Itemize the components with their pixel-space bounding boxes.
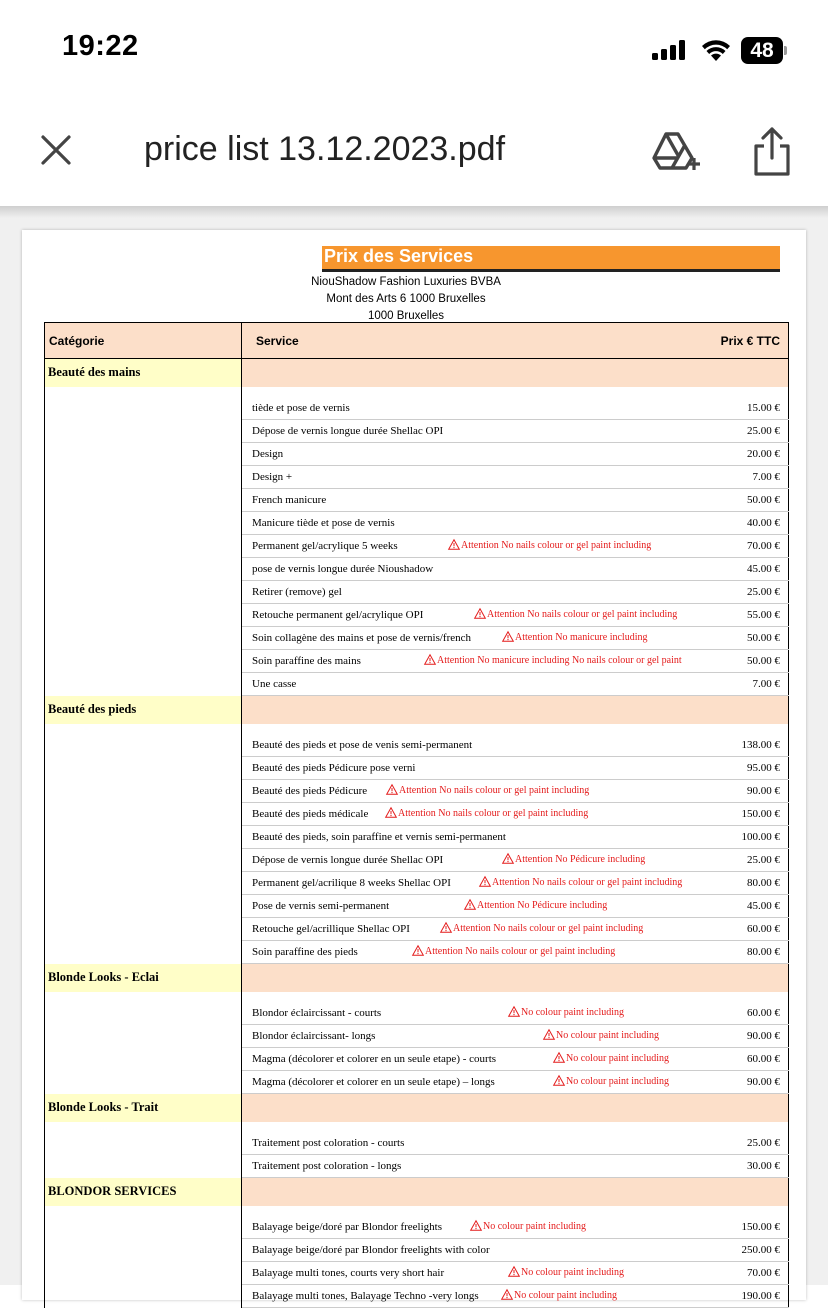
- service-name: Beauté des pieds Pédicure pose verni: [252, 762, 416, 774]
- service-name: Balayage beige/doré par Blondor freelights: [252, 1220, 442, 1233]
- price-cell: 55.00 €: [683, 604, 789, 627]
- warning-note: [543, 1029, 659, 1041]
- warning-icon: [386, 784, 398, 795]
- warning-note: [385, 807, 588, 819]
- category-name: BLONDOR SERVICES: [45, 1178, 242, 1206]
- category-name: Beauté des pieds: [45, 696, 242, 724]
- warning-note: [508, 1266, 624, 1278]
- service-cell: [242, 803, 683, 826]
- price-cell: 40.00 €: [683, 512, 789, 535]
- service-row: [45, 420, 789, 443]
- pdf-viewer[interactable]: [0, 206, 828, 1302]
- service-row: [45, 443, 789, 466]
- service-cell: [242, 466, 683, 489]
- company-name: NiouShadow Fashion Luxuries BVBA: [311, 276, 501, 288]
- service-row: [45, 558, 789, 581]
- status-time: 19:22: [62, 30, 139, 62]
- service-cell: [242, 512, 683, 535]
- service-row: [45, 397, 789, 420]
- service-cell: [242, 581, 683, 604]
- service-name: Balayage multi tones, courts very short hair: [252, 1267, 445, 1279]
- service-row: [45, 803, 789, 826]
- service-row: [45, 535, 789, 558]
- service-row: [45, 1048, 789, 1071]
- price-cell: 30.00 €: [683, 1155, 789, 1178]
- service-name: Beauté des pieds, soin paraffine et vernis semi-permanent: [252, 831, 506, 843]
- service-name: Beauté des pieds Pédicure: [252, 785, 368, 797]
- service-cell: [242, 1216, 683, 1239]
- service-cell: [242, 1002, 683, 1025]
- warning-text: Attention No nails colour or gel paint including: [461, 540, 652, 551]
- warning-text: Attention No nails colour or gel paint including: [453, 923, 644, 934]
- service-name: Permanent gel/acrylique 5 weeks: [252, 540, 398, 552]
- price-cell: 60.00 €: [683, 1048, 789, 1071]
- price-cell: 60.00 €: [683, 1002, 789, 1025]
- warning-icon: [440, 922, 452, 933]
- warning-icon: [553, 1052, 565, 1063]
- warning-text: No colour paint including: [521, 1006, 625, 1018]
- service-row: [45, 1025, 789, 1048]
- service-row: [45, 1262, 789, 1285]
- warning-note: [501, 1289, 617, 1301]
- warning-text: Attention No manicure including: [515, 632, 648, 643]
- table-header-row: [45, 323, 789, 359]
- service-row: [45, 627, 789, 650]
- service-row: [45, 918, 789, 941]
- warning-text: Attention No manicure including No nails colour or gel paint: [437, 655, 682, 666]
- price-cell: 190.00 €: [683, 1285, 789, 1308]
- service-cell: [242, 558, 683, 581]
- viewer-toolbar: [0, 100, 828, 206]
- service-cell: [242, 604, 683, 627]
- service-row: [45, 826, 789, 849]
- service-cell: [242, 918, 683, 941]
- warning-icon: [502, 853, 514, 864]
- warning-note: [424, 654, 682, 666]
- category-name: Blonde Looks - Eclai: [45, 964, 242, 992]
- price-cell: 60.00 €: [683, 918, 789, 941]
- service-row: [45, 466, 789, 489]
- warning-note: [448, 539, 651, 551]
- service-cell: [242, 895, 683, 918]
- warning-note: [474, 608, 677, 620]
- service-name: Traitement post coloration - courts: [252, 1136, 405, 1149]
- service-row: [45, 941, 789, 964]
- category-row: [45, 1094, 789, 1122]
- service-name: Retouche permanent gel/acrylique OPI: [252, 609, 424, 621]
- category-row: [45, 1178, 789, 1206]
- service-cell: [242, 443, 683, 466]
- service-row: [45, 581, 789, 604]
- document-title: Prix des Services: [324, 246, 474, 266]
- warning-icon: [502, 631, 514, 642]
- warning-text: Attention No Pédicure including: [515, 854, 646, 865]
- service-name: Balayage beige/doré par Blondor freelights with color: [252, 1244, 490, 1256]
- price-cell: 50.00 €: [683, 489, 789, 512]
- service-row: [45, 673, 789, 696]
- warning-note: [502, 853, 645, 865]
- price-cell: 20.00 €: [683, 443, 789, 466]
- price-cell: 250.00 €: [683, 1239, 789, 1262]
- add-to-drive-icon[interactable]: [652, 128, 702, 172]
- service-name: tiède et pose de vernis: [252, 401, 350, 414]
- price-cell: 90.00 €: [683, 1025, 789, 1048]
- service-cell: [242, 627, 683, 650]
- service-name: Blondor éclaircissant- longs: [252, 1030, 376, 1042]
- service-name: Design +: [252, 471, 293, 483]
- service-cell: [242, 673, 683, 696]
- warning-note: [508, 1006, 624, 1018]
- service-name: Retirer (remove) gel: [252, 586, 342, 598]
- status-bar: [0, 0, 828, 100]
- service-row: [45, 780, 789, 803]
- price-cell: 25.00 €: [683, 849, 789, 872]
- service-row: [45, 512, 789, 535]
- battery-level: 48: [741, 37, 783, 64]
- price-cell: 80.00 €: [683, 941, 789, 964]
- warning-note: [553, 1075, 669, 1087]
- service-row: [45, 604, 789, 627]
- service-name: Soin collagène des mains et pose de vernis/french: [252, 632, 472, 644]
- warning-note: [386, 784, 589, 796]
- price-cell: 45.00 €: [683, 558, 789, 581]
- price-cell: 25.00 €: [683, 420, 789, 443]
- warning-note: [502, 631, 647, 643]
- service-name: French manicure: [252, 494, 327, 506]
- service-row: [45, 1155, 789, 1178]
- category-name: Beauté des mains: [45, 359, 242, 387]
- price-cell: 25.00 €: [683, 581, 789, 604]
- warning-icon: [553, 1075, 565, 1086]
- warning-note: [412, 945, 615, 957]
- warning-text: Attention No nails colour or gel paint including: [487, 609, 678, 620]
- service-cell: [242, 1239, 683, 1262]
- service-name: Permanent gel/acrilique 8 weeks Shellac OPI: [252, 877, 451, 889]
- service-name: Traitement post coloration - longs: [252, 1160, 402, 1172]
- price-cell: 90.00 €: [683, 1071, 789, 1094]
- service-cell: [242, 420, 683, 443]
- price-cell: 150.00 €: [683, 803, 789, 826]
- warning-icon: [424, 654, 436, 665]
- warning-icon: [543, 1029, 555, 1040]
- price-cell: 25.00 €: [683, 1132, 789, 1155]
- warning-text: Attention No nails colour or gel paint including: [398, 808, 589, 819]
- column-header-service: Service: [242, 323, 683, 359]
- price-cell: 50.00 €: [683, 627, 789, 650]
- warning-note: [440, 922, 643, 934]
- warning-note: [470, 1220, 586, 1232]
- service-name: Retouche gel/acrillique Shellac OPI: [252, 923, 410, 935]
- warning-icon: [508, 1266, 520, 1277]
- service-cell: [242, 1262, 683, 1285]
- category-name: Blonde Looks - Trait: [45, 1094, 242, 1122]
- close-icon[interactable]: [38, 132, 74, 168]
- service-row: [45, 1239, 789, 1262]
- service-name: Une casse: [252, 678, 297, 690]
- price-cell: 95.00 €: [683, 757, 789, 780]
- warning-icon: [412, 945, 424, 956]
- warning-note: [464, 899, 607, 911]
- warning-text: No colour paint including: [521, 1267, 625, 1278]
- service-name: Blondor éclaircissant - courts: [252, 1006, 382, 1019]
- service-row: [45, 1285, 789, 1308]
- service-cell: [242, 826, 683, 849]
- company-address: [302, 274, 510, 325]
- column-header-category: Catégorie: [45, 323, 242, 359]
- price-table: [44, 322, 789, 1308]
- price-cell: 45.00 €: [683, 895, 789, 918]
- service-row: [45, 1071, 789, 1094]
- service-name: Manicure tiède et pose de vernis: [252, 517, 395, 529]
- service-row: [45, 489, 789, 512]
- service-row: [45, 1132, 789, 1155]
- price-cell: 90.00 €: [683, 780, 789, 803]
- service-row: [45, 650, 789, 673]
- service-row: [45, 872, 789, 895]
- service-cell: [242, 397, 683, 420]
- price-cell: 15.00 €: [683, 397, 789, 420]
- service-name: Beauté des pieds et pose de venis semi-permanent: [252, 738, 473, 751]
- warning-icon: [470, 1220, 482, 1231]
- service-row: [45, 734, 789, 757]
- service-cell: [242, 650, 683, 673]
- warning-icon: [479, 876, 491, 887]
- wifi-icon: [700, 36, 732, 62]
- service-cell: [242, 489, 683, 512]
- service-cell: [242, 1155, 683, 1178]
- warning-text: No colour paint including: [566, 1076, 670, 1087]
- company-street: Mont des Arts 6 1000 Bruxelles: [326, 293, 486, 305]
- warning-icon: [448, 539, 460, 550]
- service-cell: [242, 535, 683, 558]
- price-cell: 80.00 €: [683, 872, 789, 895]
- price-cell: 7.00 €: [683, 466, 789, 489]
- service-cell: [242, 1132, 683, 1155]
- service-cell: [242, 1025, 683, 1048]
- service-name: Balayage multi tones, Balayage Techno -very longs: [252, 1290, 479, 1302]
- service-cell: [242, 1071, 683, 1094]
- service-row: [45, 757, 789, 780]
- service-row: [45, 1002, 789, 1025]
- service-row: [45, 849, 789, 872]
- warning-icon: [474, 608, 486, 619]
- service-cell: [242, 780, 683, 803]
- warning-icon: [508, 1006, 520, 1017]
- category-row: [45, 359, 789, 387]
- service-cell: [242, 872, 683, 895]
- share-icon[interactable]: [752, 126, 792, 176]
- warning-text: Attention No nails colour or gel paint including: [492, 877, 683, 888]
- warning-note: [553, 1052, 669, 1064]
- warning-text: No colour paint including: [566, 1053, 670, 1064]
- warning-text: No colour paint including: [556, 1030, 660, 1041]
- service-cell: [242, 734, 683, 757]
- service-cell: [242, 941, 683, 964]
- service-row: [45, 1216, 789, 1239]
- service-cell: [242, 1285, 683, 1308]
- category-row: [45, 696, 789, 724]
- service-name: Dépose de vernis longue durée Shellac OPI: [252, 854, 444, 866]
- company-city: 1000 Bruxelles: [367, 310, 445, 322]
- price-cell: 150.00 €: [683, 1216, 789, 1239]
- price-cell: 7.00 €: [683, 673, 789, 696]
- service-name: Dépose de vernis longue durée Shellac OPI: [252, 425, 444, 437]
- pdf-page: [22, 230, 806, 1300]
- service-cell: [242, 1048, 683, 1071]
- cellular-signal-icon: [652, 40, 688, 60]
- warning-icon: [501, 1289, 513, 1300]
- service-name: Pose de vernis semi-permanent: [252, 900, 390, 912]
- warning-text: Attention No Pédicure including: [477, 900, 608, 911]
- warning-text: Attention No nails colour or gel paint including: [399, 785, 590, 796]
- warning-text: No colour paint including: [483, 1220, 587, 1232]
- file-title: price list 13.12.2023.pdf: [144, 130, 506, 168]
- document-header: [322, 246, 780, 272]
- warning-text: Attention No nails colour or gel paint including: [425, 946, 616, 957]
- price-cell: 70.00 €: [683, 1262, 789, 1285]
- service-name: Magma (décolorer et colorer en un seule etape) - courts: [252, 1053, 497, 1065]
- service-name: Beauté des pieds médicale: [252, 808, 369, 820]
- service-cell: [242, 757, 683, 780]
- column-header-price: Prix € TTC: [683, 323, 789, 359]
- service-row: [45, 895, 789, 918]
- category-row: [45, 964, 789, 992]
- service-name: Soin paraffine des mains: [252, 655, 361, 667]
- service-cell: [242, 849, 683, 872]
- warning-text: No colour paint including: [514, 1290, 618, 1301]
- warning-icon: [464, 899, 476, 910]
- service-name: Design: [252, 448, 284, 460]
- price-cell: 70.00 €: [683, 535, 789, 558]
- warning-icon: [385, 807, 397, 818]
- warning-note: [479, 876, 682, 888]
- battery-icon: [741, 37, 787, 64]
- price-cell: 100.00 €: [683, 826, 789, 849]
- price-cell: 50.00 €: [683, 650, 789, 673]
- price-cell: 138.00 €: [683, 734, 789, 757]
- service-name: pose de vernis longue durée Nioushadow: [252, 563, 434, 575]
- service-name: Magma (décolorer et colorer en un seule etape) – longs: [252, 1076, 495, 1088]
- service-name: Soin paraffine des pieds: [252, 946, 358, 958]
